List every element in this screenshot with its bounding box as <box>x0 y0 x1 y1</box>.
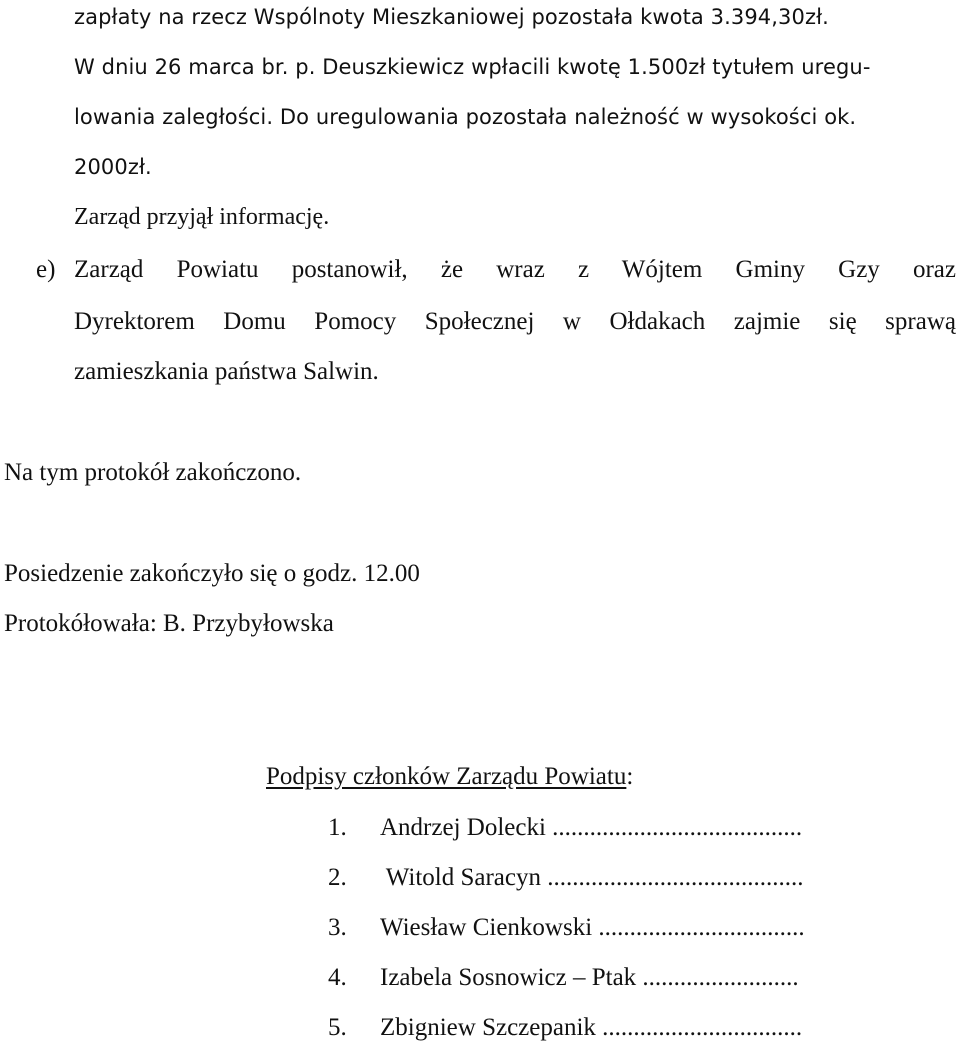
signature-number: 4. <box>328 964 347 991</box>
signature-name-line: Andrzej Dolecki ........................................ <box>380 814 803 841</box>
item-e-line-2: Dyrektorem Domu Pomocy Społecznej w Ołdakach zajmie się sprawą <box>74 308 956 335</box>
signature-row <box>328 913 805 943</box>
signature-name-line: Witold Saracyn ......................................... <box>380 864 804 891</box>
item-e-marker: e) <box>36 256 56 283</box>
signatures-heading-colon: : <box>626 763 634 790</box>
signature-number: 1. <box>328 814 347 841</box>
signature-row <box>328 1013 802 1043</box>
signature-number: 5. <box>328 1014 347 1041</box>
signature-row <box>328 813 802 843</box>
signature-number: 3. <box>328 914 347 941</box>
item-e-line-1: Zarząd Powiatu postanowił, że wraz z Wójtem Gminy Gzy oraz <box>74 256 956 283</box>
signature-number: 2. <box>328 864 347 891</box>
signature-name-line: Wiesław Cienkowski ................................. <box>380 914 805 941</box>
signature-row <box>328 863 804 893</box>
intro-line-2: W dniu 26 marca br. p. Deuszkiewicz wpłacili kwotę 1.500zł tytułem uregu- <box>74 55 871 79</box>
intro-line-4: 2000zł. <box>74 155 152 179</box>
signature-name-line: Zbigniew Szczepanik ................................ <box>380 1014 803 1041</box>
recorder-text: Protokółowała: B. Przybyłowska <box>4 610 334 637</box>
signatures-heading <box>266 762 633 792</box>
meeting-end-text: Posiedzenie zakończyło się o godz. 12.00 <box>4 560 420 587</box>
intro-line-3: lowania zaległości. Do uregulowania pozostała należność w wysokości ok. <box>74 105 857 129</box>
signature-name-line: Izabela Sosnowicz – Ptak ......................... <box>380 964 799 991</box>
item-e-line-3: zamieszkania państwa Salwin. <box>74 358 379 385</box>
signatures-heading-label: Podpisy członków Zarządu Powiatu <box>266 763 627 790</box>
intro-line-5: Zarząd przyjął informację. <box>74 204 330 230</box>
intro-line-1: zapłaty na rzecz Wspólnoty Mieszkaniowej pozostała kwota 3.394,30zł. <box>74 5 829 29</box>
signature-row <box>328 963 799 993</box>
protocol-end-text: Na tym protokół zakończono. <box>4 459 302 486</box>
